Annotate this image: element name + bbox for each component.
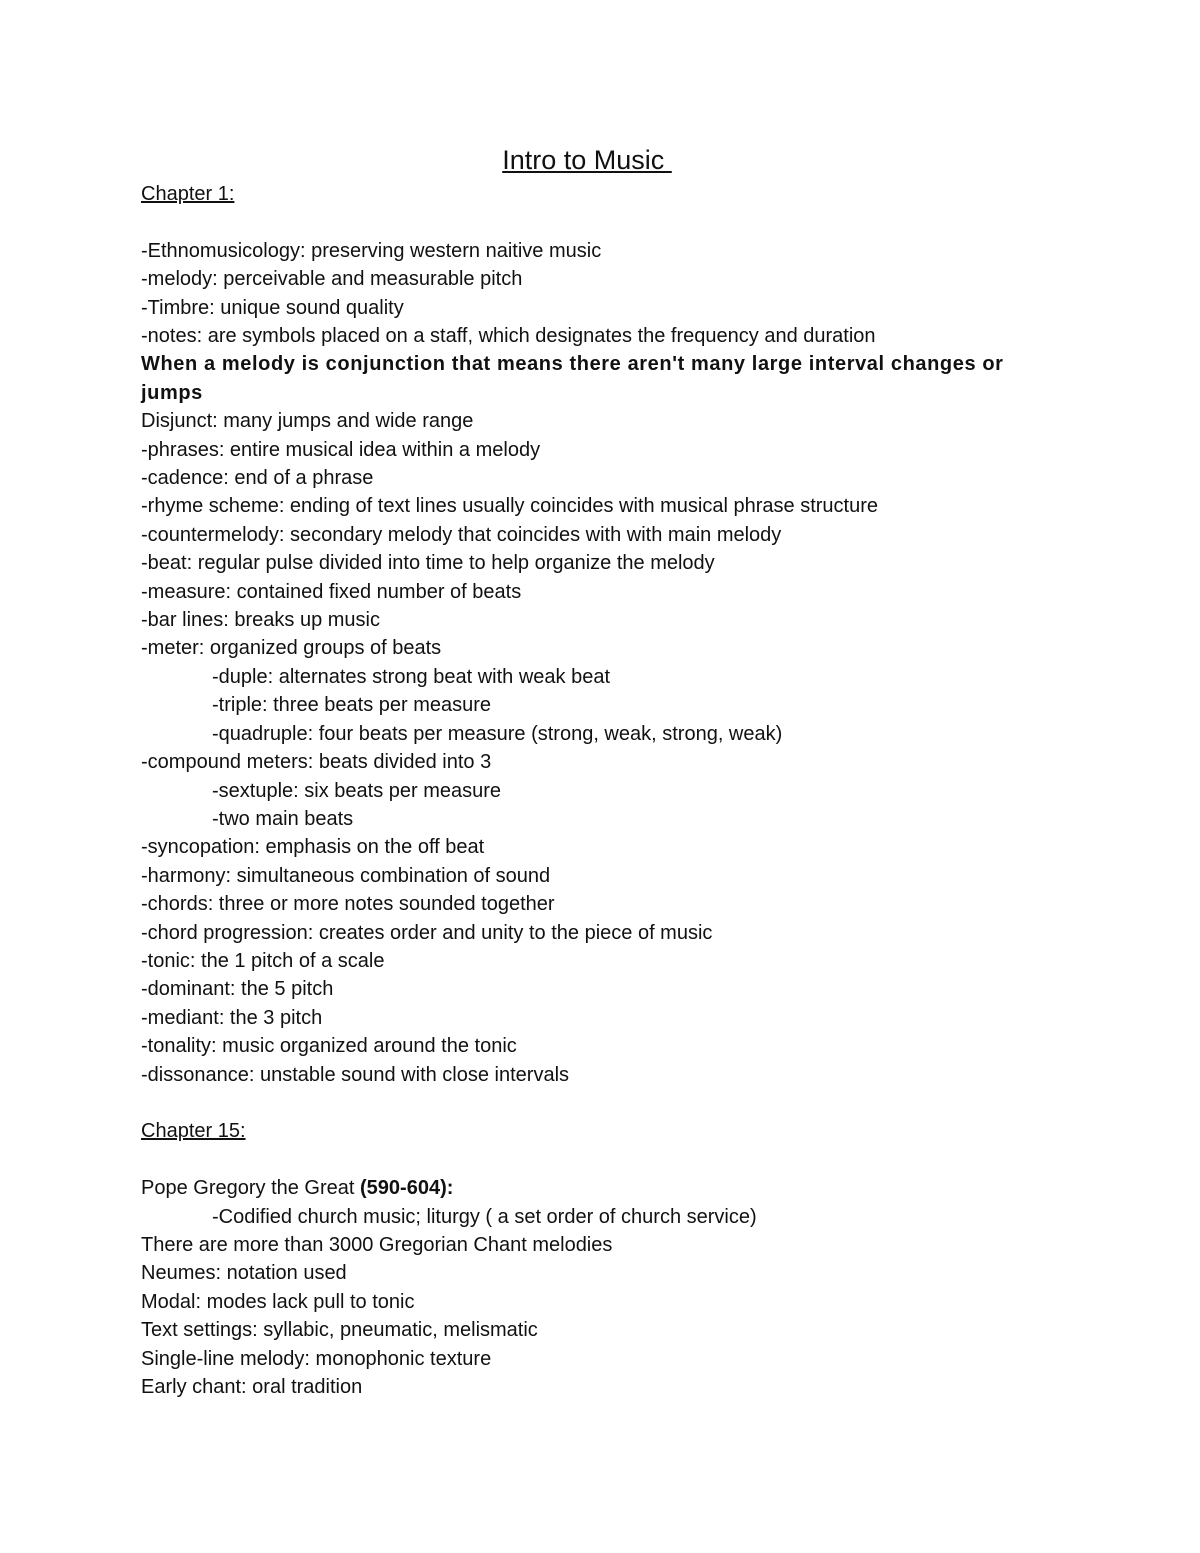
spacer xyxy=(141,1146,1041,1174)
chapter-1-heading: Chapter 1: xyxy=(141,183,235,205)
note-line: -tonic: the 1 pitch of a scale xyxy=(141,949,385,972)
note-line: -Ethnomusicology: preserving western naitive music xyxy=(141,239,602,262)
document-title: Intro to Music xyxy=(502,145,672,175)
note-line: -dominant: the 5 pitch xyxy=(141,978,334,1001)
notes-body xyxy=(141,180,1041,1401)
spacer xyxy=(141,208,1041,236)
bold-note: When a melody is conjunction that means there aren't many large interval changes or jumps xyxy=(141,353,1004,404)
note-line: Neumes: notation used xyxy=(141,1262,347,1285)
sub-note-line: -sextuple: six beats per measure xyxy=(212,779,502,802)
sub-note-line: -two main beats xyxy=(212,807,354,830)
note-line: -rhyme scheme: ending of text lines usually coincides with musical phrase structure xyxy=(141,495,878,518)
pope-dates: (590-604): xyxy=(360,1177,454,1200)
note-line: -phrases: entire musical idea within a melody xyxy=(141,438,541,461)
note-line: -cadence: end of a phrase xyxy=(141,467,374,490)
note-line: Single-line melody: monophonic texture xyxy=(141,1347,492,1370)
note-line: Modal: modes lack pull to tonic xyxy=(141,1290,415,1313)
note-line: -compound meters: beats divided into 3 xyxy=(141,751,492,774)
note-line: -countermelody: secondary melody that coincides with with main melody xyxy=(141,523,782,546)
note-line: Disjunct: many jumps and wide range xyxy=(141,410,474,433)
sub-note-line: -duple: alternates strong beat with weak beat xyxy=(212,665,611,688)
note-line: There are more than 3000 Gregorian Chant melodies xyxy=(141,1233,613,1256)
note-line: -syncopation: emphasis on the off beat xyxy=(141,836,485,859)
note-line: -meter: organized groups of beats xyxy=(141,637,442,660)
note-line: -chords: three or more notes sounded together xyxy=(141,893,555,916)
note-line: Text settings: syllabic, pneumatic, melismatic xyxy=(141,1319,538,1342)
note-line: -melody: perceivable and measurable pitch xyxy=(141,268,523,291)
note-line: -mediant: the 3 pitch xyxy=(141,1006,323,1029)
sub-note-line: -Codified church music; liturgy ( a set order of church service) xyxy=(212,1205,757,1228)
note-line: -dissonance: unstable sound with close intervals xyxy=(141,1063,570,1086)
note-line: -beat: regular pulse divided into time to help organize the melody xyxy=(141,552,715,575)
note-line: -chord progression: creates order and unity to the piece of music xyxy=(141,921,713,944)
note-line: -harmony: simultaneous combination of sound xyxy=(141,864,551,887)
sub-note-line: -quadruple: four beats per measure (strong, weak, strong, weak) xyxy=(212,722,783,745)
note-line: -bar lines: breaks up music xyxy=(141,609,380,632)
chapter-15-heading: Chapter 15: xyxy=(141,1120,246,1143)
note-line: -notes: are symbols placed on a staff, which designates the frequency and duration xyxy=(141,325,876,348)
note-line: -tonality: music organized around the tonic xyxy=(141,1035,517,1058)
note-line: -Timbre: unique sound quality xyxy=(141,296,404,319)
spacer xyxy=(141,1089,1041,1117)
pope-name: Pope Gregory the Great xyxy=(141,1177,361,1200)
note-line: Early chant: oral tradition xyxy=(141,1376,363,1399)
note-line: -measure: contained fixed number of beats xyxy=(141,580,522,603)
sub-note-line: -triple: three beats per measure xyxy=(212,694,492,717)
pope-line xyxy=(141,1174,1041,1202)
